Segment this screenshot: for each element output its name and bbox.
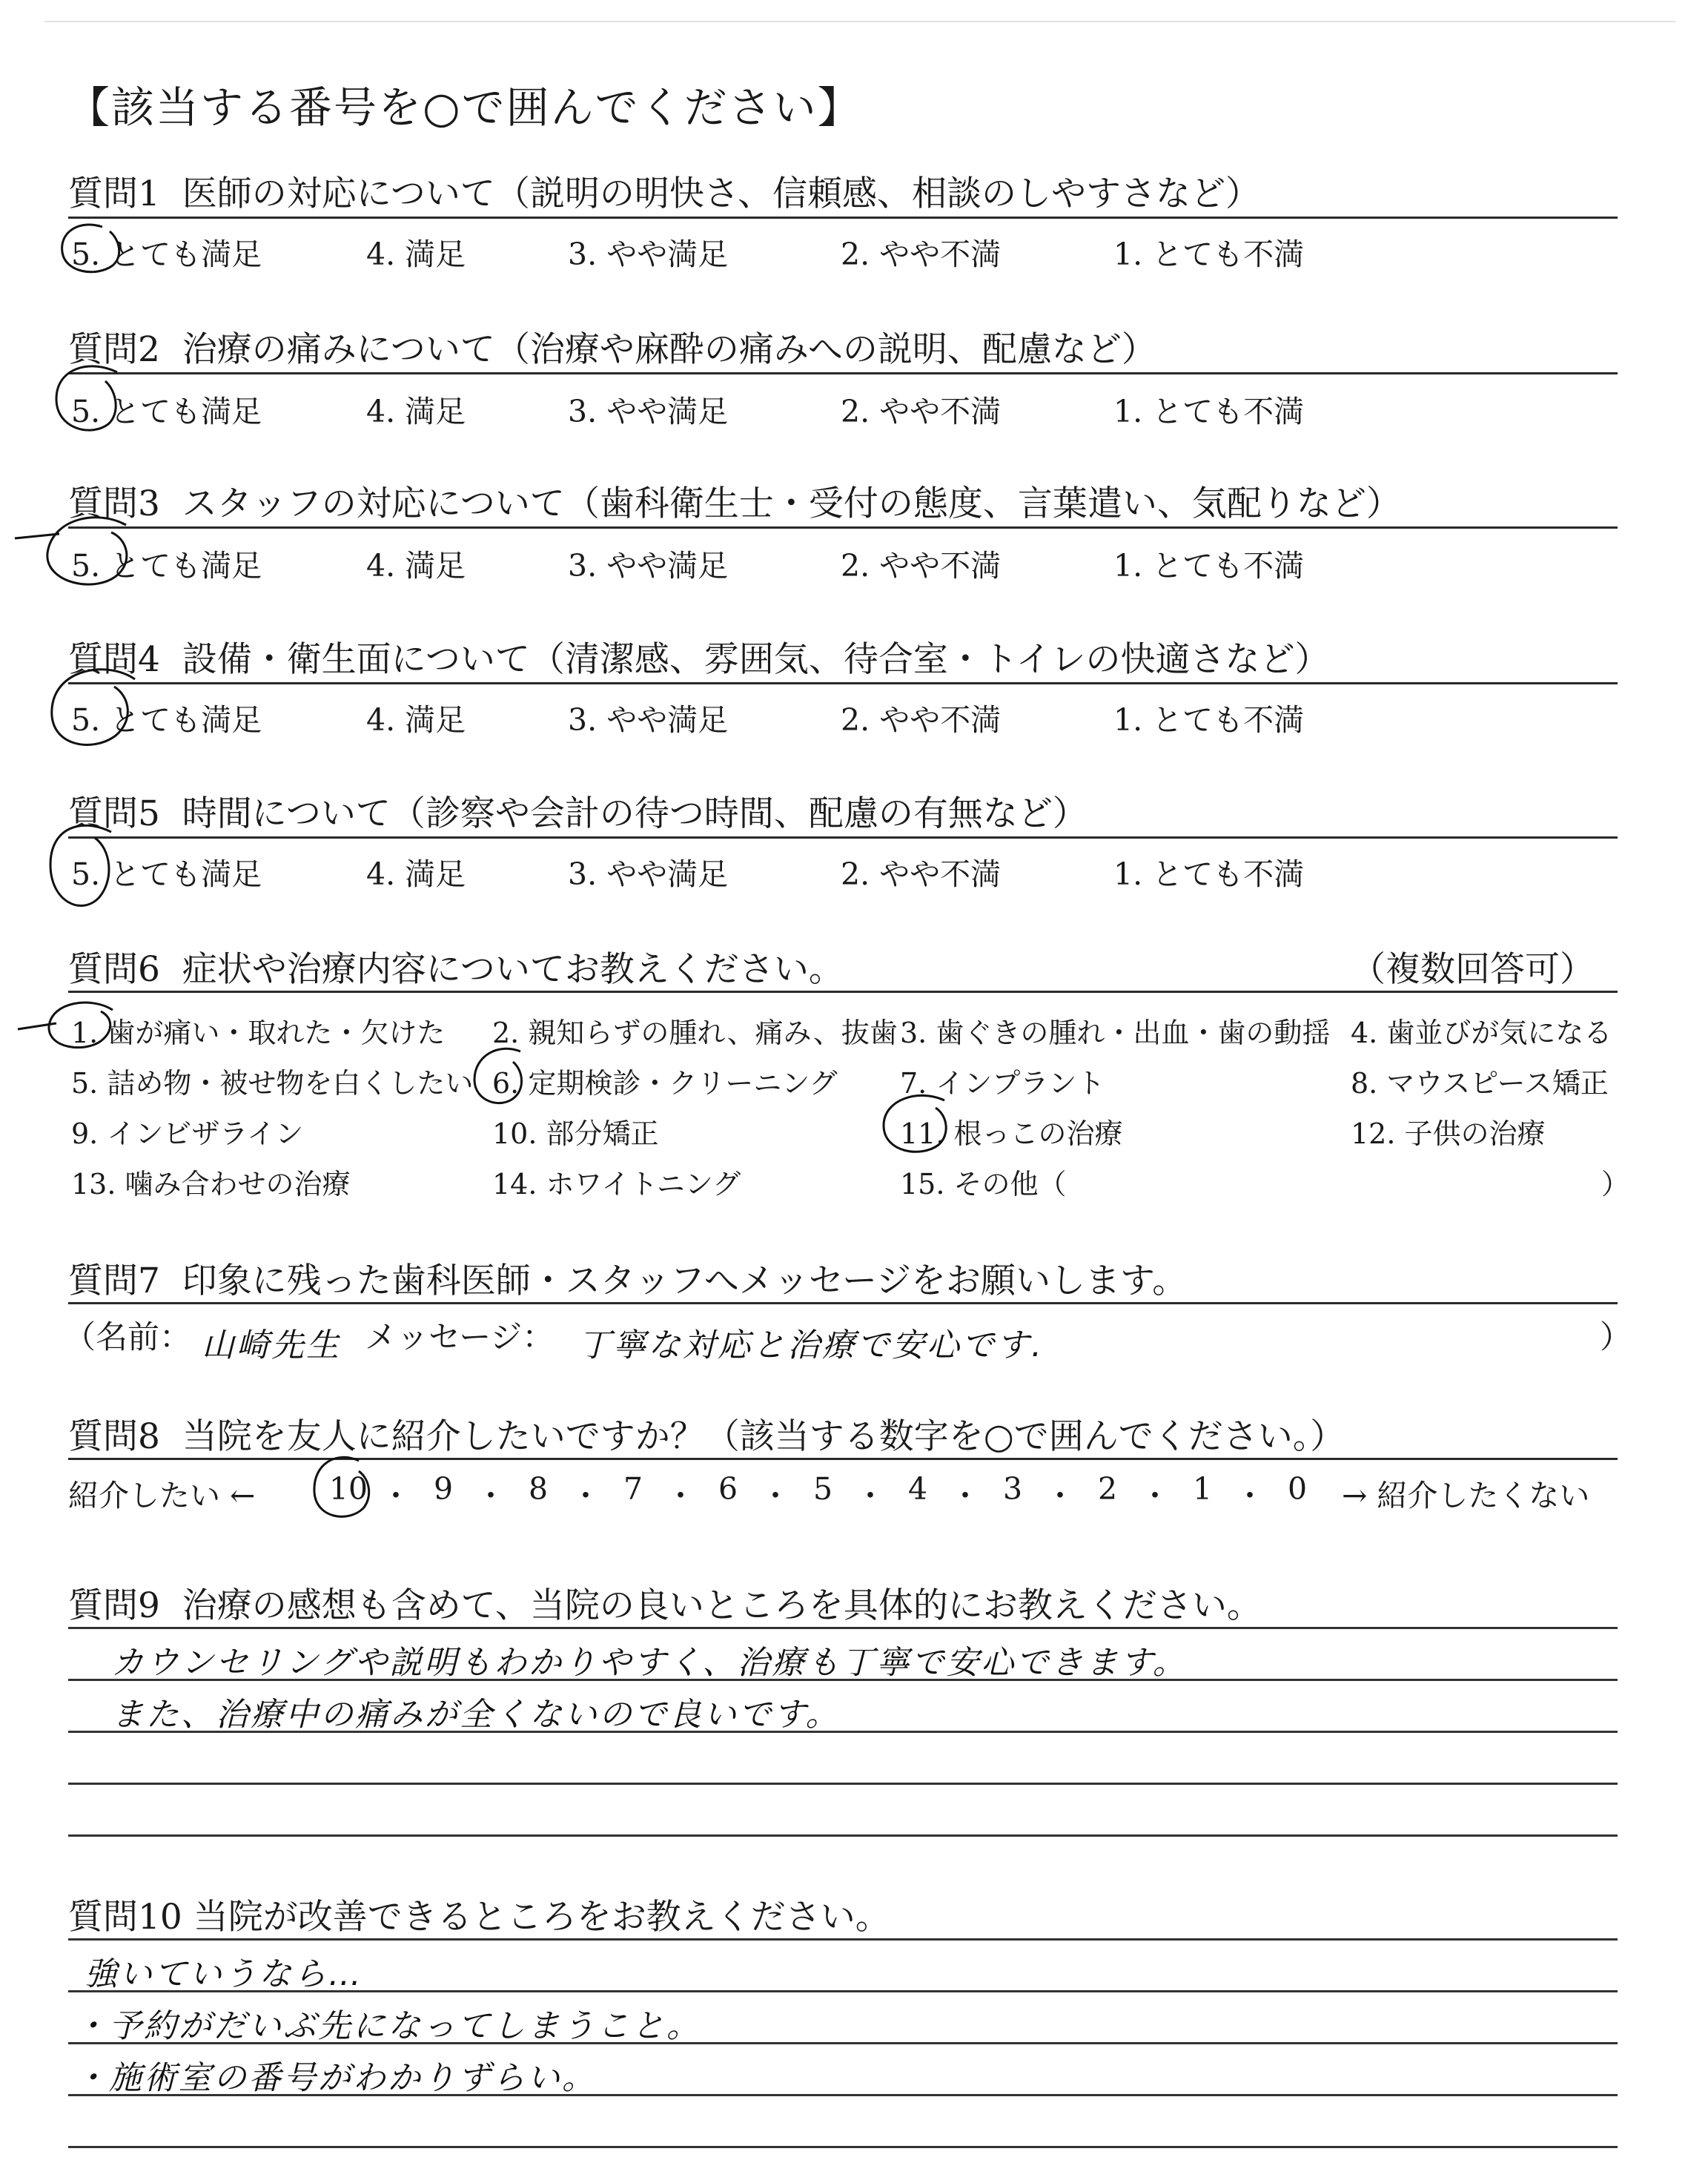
q5-answer-circle — [37, 820, 126, 924]
q4-option-2[interactable]: 2. やや不満 — [841, 702, 1002, 738]
recommend-scale — [326, 1471, 1320, 1515]
q1-option-3[interactable]: 3. やや満足 — [568, 237, 729, 272]
q6-option-13[interactable]: 13. 噛み合わせの治療 — [71, 1168, 351, 1200]
question-label: 質問6 — [68, 949, 160, 990]
scale-dot: ・ — [1234, 1478, 1265, 1513]
scale-3[interactable]: 3 — [1002, 1471, 1023, 1507]
q9-answer-line-1[interactable]: カウンセリングや説明もわかりやすく、治療も丁寧で安心できます。 — [111, 1644, 1188, 1682]
scale-dot: ・ — [760, 1478, 791, 1513]
q2-option-3[interactable]: 3. やや満足 — [568, 394, 729, 429]
answer-line — [68, 1731, 1618, 1733]
question-4 — [68, 632, 1330, 681]
question-1 — [68, 166, 1260, 216]
scale-8[interactable]: 8 — [528, 1471, 549, 1507]
q1-option-5[interactable]: 5. とても満足 — [71, 237, 262, 272]
q2-option-2[interactable]: 2. やや不満 — [841, 394, 1002, 429]
scale-dot: ・ — [570, 1478, 601, 1513]
scale-dot: ・ — [1045, 1478, 1076, 1513]
scale-dot: ・ — [380, 1478, 411, 1513]
scale-10[interactable]: 10 — [328, 1471, 368, 1507]
q6-other-close: ） — [1601, 1168, 1630, 1200]
q10-answer-line-3[interactable]: ・施術室の番号がわかりずらい。 — [74, 2059, 597, 2097]
q1-option-1[interactable]: 1. とても不満 — [1113, 237, 1305, 272]
question-text: スタッフの対応について（歯科衛生士・受付の態度、言葉遣い、気配りなど） — [182, 483, 1401, 524]
form-title: 【該当する番号を○で囲んでください】 — [67, 82, 862, 133]
answer-line — [68, 1679, 1618, 1681]
question-text: 症状や治療内容についてお教えください。 — [182, 949, 844, 990]
q3-option-4[interactable]: 4. 満足 — [366, 548, 466, 584]
scale-dot: ・ — [950, 1478, 981, 1513]
q6-option-4[interactable]: 4. 歯並びが気になる — [1351, 1017, 1612, 1049]
question-9 — [68, 1578, 1262, 1628]
q6-option-3[interactable]: 3. 歯ぐきの腫れ・出血・歯の動揺 — [900, 1017, 1331, 1049]
answer-line — [68, 1834, 1618, 1837]
scan-edge — [44, 21, 1675, 22]
scale-dot: ・ — [475, 1478, 506, 1513]
q4-answer-circle — [33, 664, 144, 761]
question-10 — [68, 1889, 890, 1939]
answer-line — [68, 1990, 1618, 1992]
answer-line — [68, 1627, 1618, 1629]
q6-option-9[interactable]: 9. インビザライン — [71, 1117, 304, 1150]
question-rule — [68, 372, 1618, 374]
scale-0[interactable]: 0 — [1287, 1471, 1308, 1507]
q4-option-3[interactable]: 3. やや満足 — [568, 702, 729, 738]
q6-option-7[interactable]: 7. インプラント — [900, 1067, 1105, 1100]
q6-option-8[interactable]: 8. マウスピース矯正 — [1351, 1067, 1609, 1100]
q5-option-4[interactable]: 4. 満足 — [366, 856, 466, 892]
question-label: 質問8 — [68, 1416, 160, 1457]
question-2 — [68, 322, 1156, 371]
q6-option-5[interactable]: 5. 詰め物・被せ物を白くしたい — [71, 1067, 474, 1100]
q10-answer-line-1[interactable]: 強いていうなら… — [85, 1955, 363, 1993]
question-rule — [68, 1458, 1618, 1460]
question-text: 印象に残った歯科医師・スタッフへメッセージをお願いします。 — [182, 1261, 1188, 1301]
q2-option-1[interactable]: 1. とても不満 — [1113, 394, 1305, 429]
question-rule — [68, 991, 1618, 993]
name-label: （名前： — [64, 1319, 191, 1356]
question-label: 質問4 — [68, 639, 160, 680]
question-rule — [68, 836, 1618, 839]
question-rule — [68, 526, 1618, 529]
q2-option-4[interactable]: 4. 満足 — [366, 394, 466, 429]
scale-dot: ・ — [855, 1478, 886, 1513]
q4-option-1[interactable]: 1. とても不満 — [1113, 702, 1305, 738]
q5-option-1[interactable]: 1. とても不満 — [1113, 856, 1305, 892]
question-text: 時間について（診察や会計の待つ時間、配慮の有無など） — [182, 793, 1088, 834]
question-5 — [68, 786, 1088, 836]
q6-answer-circle-11 — [876, 1093, 958, 1160]
multiple-answer-note: （複数回答可） — [1351, 949, 1595, 990]
scale-2[interactable]: 2 — [1097, 1471, 1118, 1507]
question-rule — [68, 217, 1618, 219]
message-handwritten[interactable]: 丁寧な対応と治療で安心です. — [578, 1327, 1044, 1364]
message-close: ） — [1600, 1319, 1632, 1356]
answer-line — [68, 2146, 1618, 2148]
q3-answer-circle — [15, 512, 148, 601]
question-label: 質問2 — [68, 329, 160, 370]
question-label: 質問3 — [68, 483, 160, 524]
scale-5[interactable]: 5 — [812, 1471, 833, 1507]
scale-6[interactable]: 6 — [718, 1471, 738, 1507]
q9-answer-line-2[interactable]: また、治療中の痛みが全くないので良いです。 — [111, 1696, 841, 1734]
q6-option-11[interactable]: 11. 根っこの治療 — [900, 1117, 1123, 1150]
answer-line — [68, 1783, 1618, 1785]
q6-answer-circle-1 — [18, 997, 129, 1056]
question-text: 当院が改善できるところをお教えください。 — [193, 1897, 890, 1938]
q3-option-2[interactable]: 2. やや不満 — [841, 548, 1002, 584]
q6-answer-circle-6 — [469, 1046, 535, 1112]
answer-line — [68, 2042, 1618, 2044]
q4-option-5[interactable]: 5. とても満足 — [71, 702, 262, 738]
question-rule — [68, 1302, 1618, 1304]
q6-option-10[interactable]: 10. 部分矯正 — [492, 1117, 659, 1150]
q1-option-2[interactable]: 2. やや不満 — [841, 237, 1002, 272]
name-handwritten[interactable]: 山崎先生 — [202, 1327, 341, 1364]
q3-option-1[interactable]: 1. とても不満 — [1113, 548, 1305, 584]
message-label: メッセージ： — [365, 1319, 555, 1356]
question-rule — [68, 682, 1618, 684]
q6-option-2[interactable]: 2. 親知らずの腫れ、痛み、抜歯 — [492, 1017, 898, 1049]
q6-option-15[interactable]: 15. その他（ — [900, 1168, 1067, 1200]
q2-option-5[interactable]: 5. とても満足 — [71, 394, 262, 429]
question-label: 質問10 — [68, 1897, 182, 1938]
question-text: 設備・衛生面について（清潔感、雰囲気、待合室・トイレの快適さなど） — [182, 639, 1330, 680]
q6-option-6[interactable]: 6. 定期検診・クリーニング — [492, 1067, 838, 1100]
question-6 — [68, 942, 844, 991]
answer-line — [68, 1938, 1618, 1941]
question-label: 質問1 — [68, 174, 160, 214]
question-text: 当院を友人に紹介したいですか？（該当する数字を○で囲んでください。） — [182, 1416, 1345, 1457]
scale-4[interactable]: 4 — [907, 1471, 928, 1507]
question-label: 質問5 — [68, 793, 160, 834]
question-text: 治療の感想も含めて、当院の良いところを具体的にお教えください。 — [182, 1585, 1262, 1626]
q3-option-3[interactable]: 3. やや満足 — [568, 548, 729, 584]
q5-option-5[interactable]: 5. とても満足 — [71, 856, 262, 892]
q8-answer-circle — [304, 1453, 378, 1527]
q1-option-4[interactable]: 4. 満足 — [366, 237, 466, 272]
scale-7[interactable]: 7 — [623, 1471, 643, 1507]
question-label: 質問7 — [68, 1261, 160, 1301]
q2-answer-circle — [46, 362, 128, 443]
recommend-left-label: 紹介したい ← — [68, 1478, 256, 1513]
scale-9[interactable]: 9 — [433, 1471, 454, 1507]
q1-answer-circle — [58, 221, 125, 280]
question-3 — [68, 476, 1401, 526]
scale-1[interactable]: 1 — [1192, 1471, 1213, 1507]
q6-option-12[interactable]: 12. 子供の治療 — [1351, 1117, 1546, 1150]
scale-dot: ・ — [665, 1478, 696, 1513]
q10-answer-line-2[interactable]: ・予約がだいぶ先になってしまうこと。 — [74, 2007, 701, 2045]
q6-option-14[interactable]: 14. ホワイトニング — [492, 1168, 741, 1200]
recommend-right-label: → 紹介したくない — [1342, 1478, 1590, 1513]
q5-option-2[interactable]: 2. やや不満 — [841, 856, 1002, 892]
q4-option-4[interactable]: 4. 満足 — [366, 702, 466, 738]
question-label: 質問9 — [68, 1585, 160, 1626]
scale-dot: ・ — [1139, 1478, 1171, 1513]
q3-option-5[interactable]: 5. とても満足 — [71, 548, 262, 584]
question-text: 治療の痛みについて（治療や麻酔の痛みへの説明、配慮など） — [182, 329, 1156, 370]
q6-option-1[interactable]: 1. 歯が痛い・取れた・欠けた — [71, 1017, 446, 1049]
question-7 — [68, 1253, 1187, 1303]
answer-line — [68, 2094, 1618, 2096]
question-text: 医師の対応について（説明の明快さ、信頼感、相談のしやすさなど） — [182, 174, 1260, 214]
q5-option-3[interactable]: 3. やや満足 — [568, 856, 729, 892]
question-8 — [68, 1409, 1345, 1459]
